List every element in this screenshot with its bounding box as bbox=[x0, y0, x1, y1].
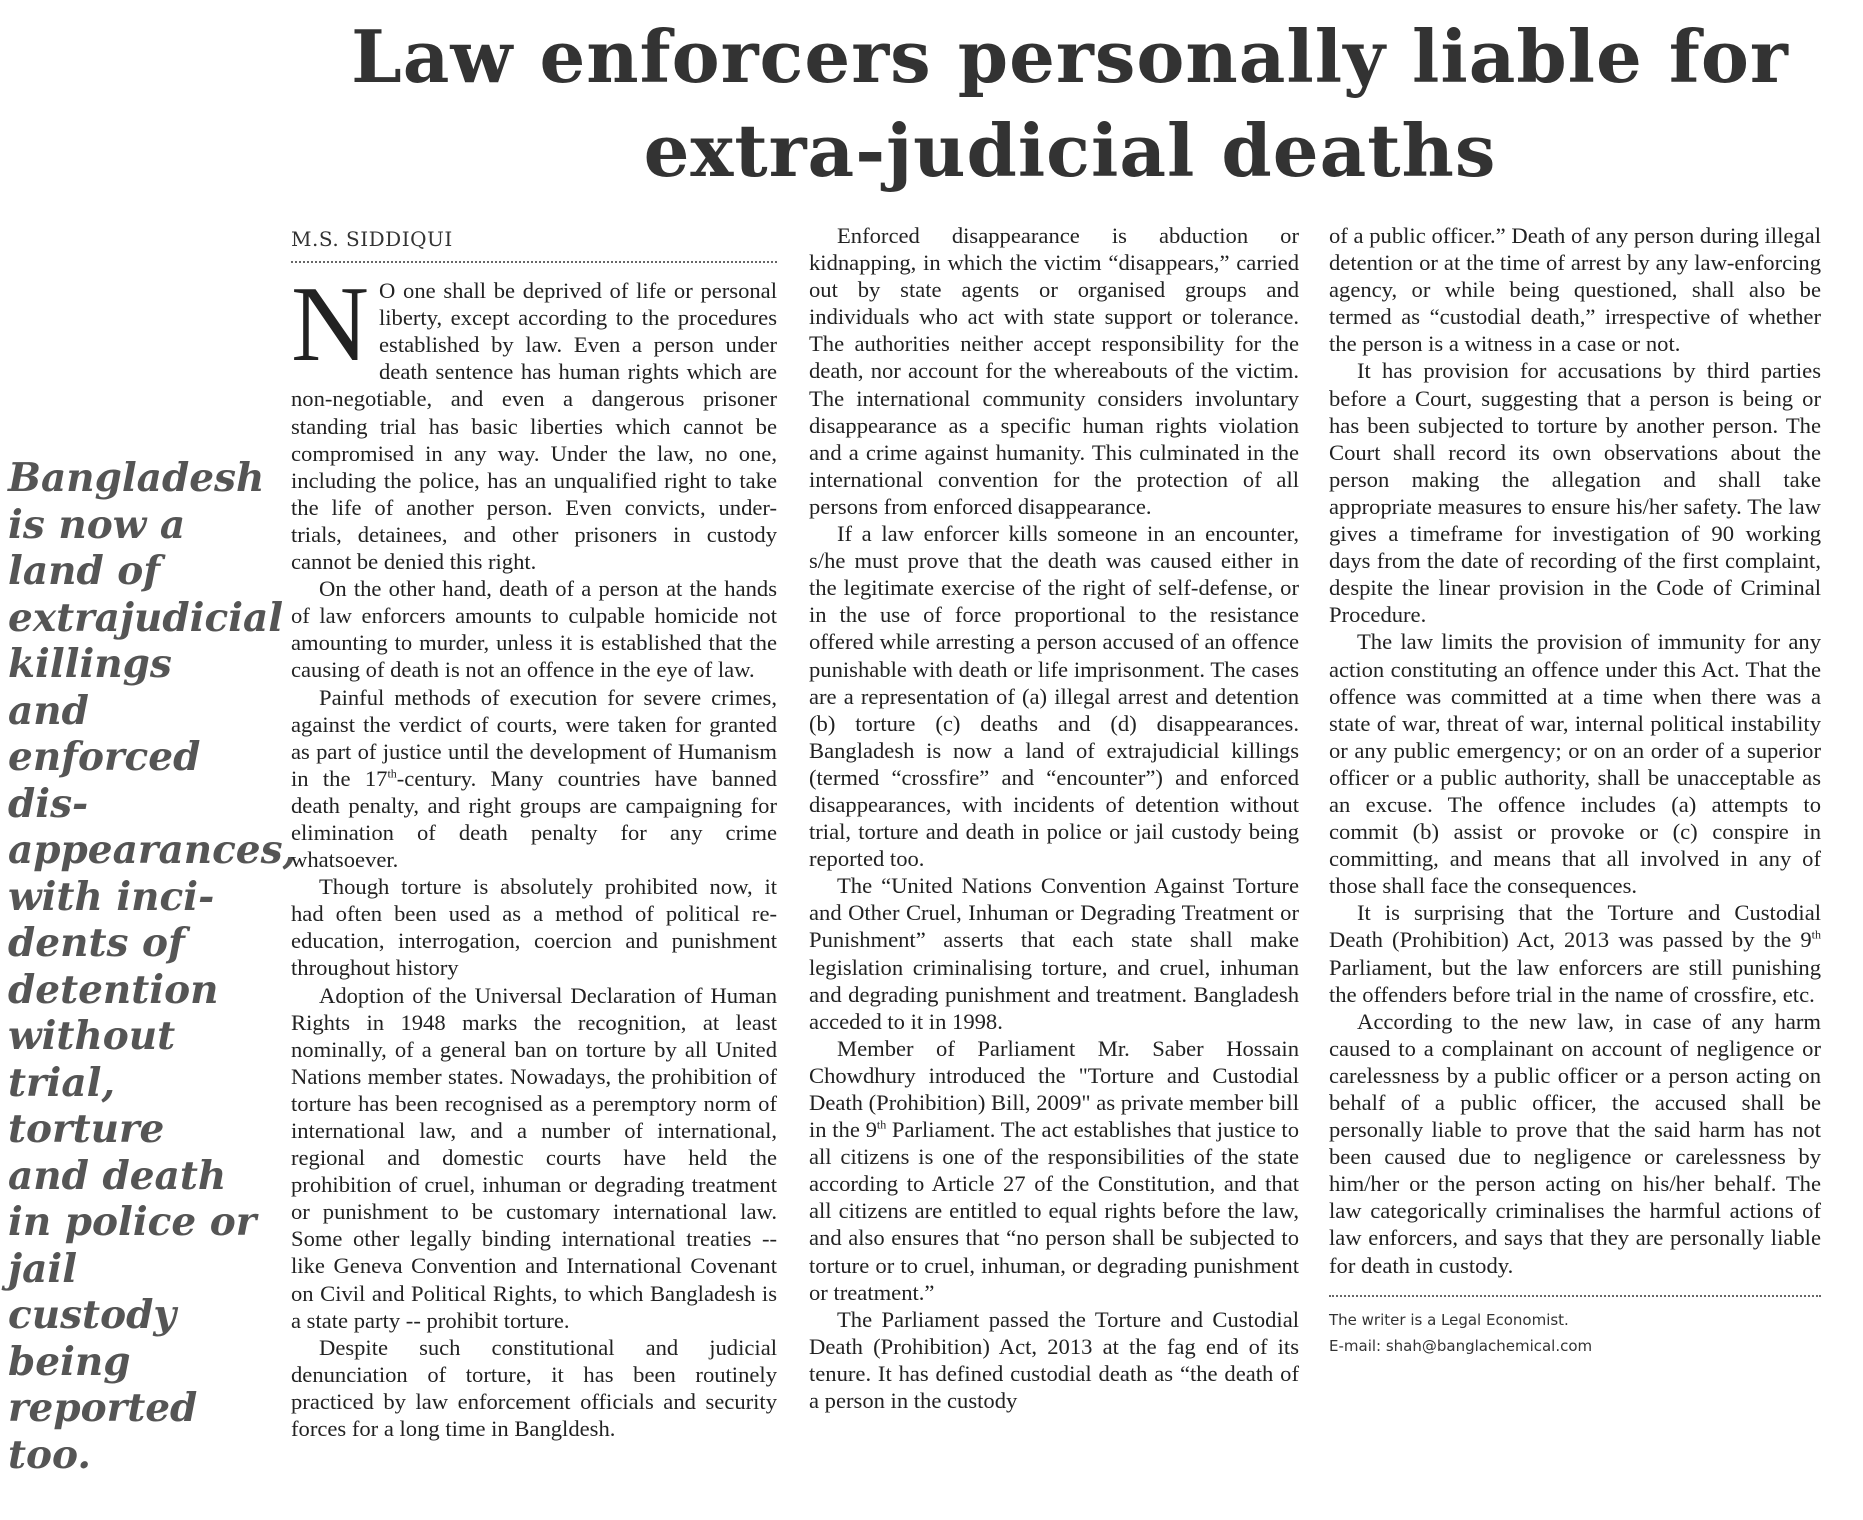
paragraph-14-text-b: Parliament, but the law enforcers are still punishing the offenders before trial in the name of crossfire, etc. bbox=[1329, 954, 1821, 1007]
headline-line-2: extra-judicial deaths bbox=[643, 108, 1497, 193]
paragraph-10-text-a: Member of Parliament Mr. Saber Hossain Chowdhury introduced the "Torture and Custodial Death (Prohibition) Bill, 2009" as private member bill in the 9 bbox=[809, 1035, 1299, 1143]
pull-quote: Bangladesh is now a land of extrajudicial killings and enforced dis-appearances, with inci-dents of detention without trial, torture and death in police or jail custody being reported too. bbox=[8, 455, 297, 1478]
paragraph-14-text-a: It is surprising that the Torture and Custodial Death (Prohibition) Act, 2013 was passed by the 9 bbox=[1329, 900, 1821, 953]
paragraph-10-text-b: Parliament. The act establishes that justice to all citizens is one of the responsibilities of the state according to Article 27 of the Constitution, and that all citizens are entitled to equal rights before the law, and also ensures that “no person shall be subjected to torture or to cruel, inhuman, or degrading punishment or treatment.” bbox=[809, 1117, 1299, 1305]
paragraph-4: Though torture is absolutely prohibited now, it had often been used as a method of political re-education, interrogation, coercion and punishment throughout history bbox=[291, 874, 777, 981]
column-3 bbox=[1329, 222, 1821, 1359]
paragraph-12: It has provision for accusations by third parties before a Court, suggesting that a person is being or has been subjected to torture by another person. The Court shall record its own observations about the person making the allegation and shall take appropriate measures to ensure his/her safety. The law gives a timeframe for investigation of 90 working days from the date of recording of the first complaint, despite the linear provision in the Code of Criminal Procedure. bbox=[1329, 358, 1821, 628]
paragraph-11: The Parliament passed the Torture and Custodial Death (Prohibition) Act, 2013 at the fag end of its tenure. It has defined custodial death as “the death of a person in the custody bbox=[809, 1306, 1299, 1414]
paragraph-10 bbox=[809, 1035, 1299, 1306]
paragraph-2: On the other hand, death of a person at the hands of law enforcers amounts to culpable homicide not amounting to murder, unless it is established that the causing of death is not an offence in the eye of law. bbox=[291, 576, 777, 683]
superscript: th bbox=[1811, 927, 1821, 942]
paragraph-3-text-b: -century. Many countries have banned death penalty, and right groups are campaigning for elimination of death penalty for any crime whatsoever. bbox=[291, 765, 777, 873]
footer-divider bbox=[1329, 1295, 1821, 1297]
byline: M.S. SIDDIQUI bbox=[291, 227, 453, 251]
paragraph-1-text: O one shall be deprived of life or personal liberty, except according to the procedures established by law. Even a person under death sentence has human rights which are non-negotiable, and even a dangerous prisoner standing trial has basic liberties which cannot be compromised in any way. Under the law, no one, including the police, has an unqualified right to take the life of another person. Even convicts, under-trials, detainees, and other prisoners in custody cannot be denied this right. bbox=[291, 278, 777, 575]
headline bbox=[280, 10, 1860, 198]
paragraph-9: The “United Nations Convention Against Torture and Other Cruel, Inhuman or Degrading Treatment or Punishment” asserts that each state shall make legislation criminalising torture, and cruel, inhuman and degrading punishment and treatment. Bangladesh acceded to it in 1998. bbox=[809, 873, 1299, 1034]
superscript: th bbox=[387, 766, 397, 781]
column-1 bbox=[291, 222, 777, 1442]
writer-note: The writer is a Legal Economist. bbox=[1329, 1310, 1569, 1329]
column-2 bbox=[809, 222, 1299, 1414]
paragraph-7: Enforced disappearance is abduction or kidnapping, in which the victim “disappears,” carried out by state agents or organised groups and individuals who act with state support or tolerance. The authorities neither accept responsibility for the death, nor account for the whereabouts of the victim. The international community considers involuntary disappearance as a specific human rights violation and a crime against humanity. This culminated in the international convention for the protection of all persons from enforced disappearance. bbox=[809, 223, 1299, 519]
writer-email[interactable]: E-mail: shah@banglachemical.com bbox=[1329, 1336, 1593, 1355]
paragraph-3 bbox=[291, 684, 777, 874]
paragraph-15: According to the new law, in case of any harm caused to a complainant on account of negligence or carelessness by a public officer or a person acting on behalf of a public officer, the accused shall be personally liable to prove that the said harm has not been caused due to negligence or carelessness by him/her or the person acting on his/her behalf. The law categorically criminalises the harmful actions of law enforcers, and says that they are personally liable for death in custody. bbox=[1329, 1008, 1821, 1278]
paragraph-5: Adoption of the Universal Declaration of Human Rights in 1948 marks the recognition, at least nominally, of a general ban on torture by all United Nations member states. Nowadays, the prohibition of torture has been recognised as a peremptory norm of international law, and a number of international, regional and domestic courts have held the prohibition of cruel, inhuman or degrading treatment or punishment to be customary international law. Some other legally binding international treaties -- like Geneva Convention and International Covenant on Civil and Political Rights, to which Bangladesh is a state party -- prohibit torture. bbox=[291, 982, 777, 1333]
byline-divider bbox=[291, 261, 777, 263]
paragraph-14 bbox=[1329, 899, 1821, 1007]
paragraph-3-text-a: Painful methods of execution for severe crimes, against the verdict of courts, were taken for granted as part of justice until the development of Humanism in the 17 bbox=[291, 684, 777, 791]
headline-line-1: Law enforcers personally liable for bbox=[351, 14, 1789, 99]
paragraph-1 bbox=[291, 265, 777, 575]
paragraph-8: If a law enforcer kills someone in an encounter, s/he must prove that the death was caused either in the legitimate exercise of the right of self-defense, or in the use of force proportional to the resistance offered while arresting a person accused of an offence punishable with death or life imprisonment. The cases are a representation of (a) illegal arrest and detention (b) torture (c) deaths and (d) disappearances. Bangladesh is now a land of extrajudicial killings (termed “crossfire” and “encounter”) and enforced disappearances, with incidents of detention without trial, torture and death in police or jail custody being reported too. bbox=[809, 521, 1299, 872]
paragraph-11-continued: of a public officer.” Death of any person during illegal detention or at the time of arrest by any law-enforcing agency, or while being questioned, shall also be termed as “custodial death,” irrespective of whether the person is a witness in a case or not. bbox=[1329, 223, 1821, 357]
superscript: th bbox=[876, 1117, 887, 1132]
paragraph-6: Despite such constitutional and judicial denunciation of torture, it has been routinely practiced by law enforcement officials and security forces for a long time in Bangldesh. bbox=[291, 1334, 777, 1442]
drop-cap: N bbox=[291, 265, 369, 385]
paragraph-13: The law limits the provision of immunity for any action constituting an offence under this Act. That the offence was committed at a time when there was a state of war, threat of war, internal political instability or any public emergency; or on an order of a superior officer or a public authority, shall be unacceptable as an excuse. The offence includes (a) attempts to commit (b) assist or provoke or (c) conspire in committing, and means that all involved in any of those shall face the consequences. bbox=[1329, 629, 1821, 899]
